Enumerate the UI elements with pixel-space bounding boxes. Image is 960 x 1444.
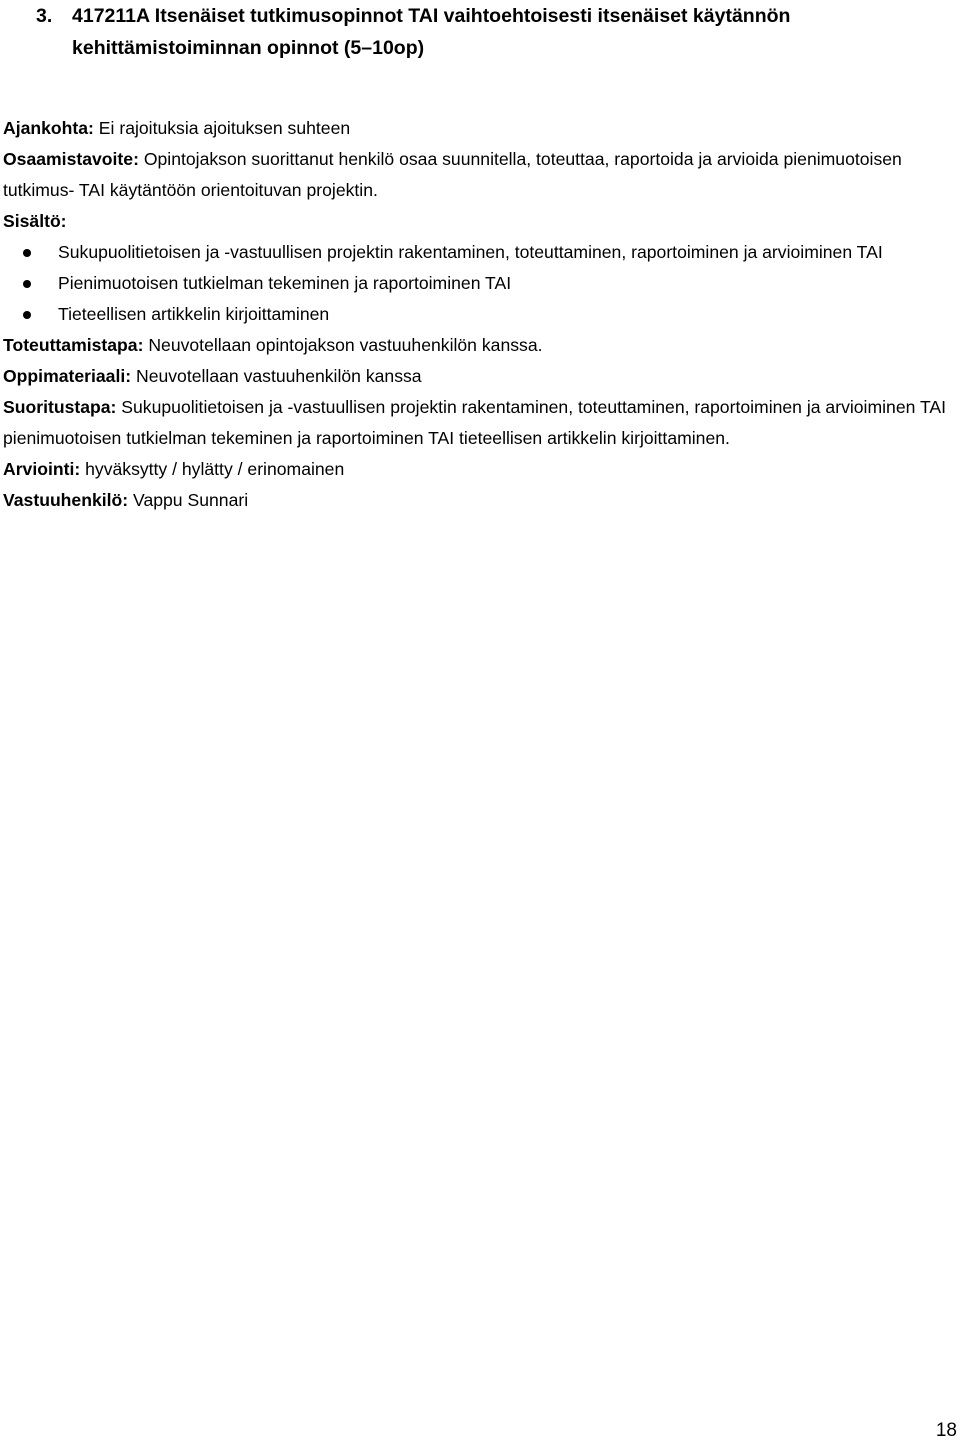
field-toteuttamistapa — [3, 330, 953, 361]
field-arviointi — [3, 454, 953, 485]
field-value: hyväksytty / hylätty / erinomainen — [80, 459, 345, 479]
page-number: 18 — [935, 1420, 957, 1441]
field-label: Arviointi: — [3, 459, 81, 479]
list-item-text: Sukupuolitietoisen ja -vastuullisen projektin rakentaminen, toteuttaminen, raportoiminen ja arvioiminen TAI — [58, 242, 883, 262]
field-suoritustapa — [3, 392, 953, 454]
field-label: Vastuuhenkilö: — [3, 490, 129, 510]
field-osaamistavoite — [3, 144, 953, 206]
bullet-icon — [23, 311, 31, 319]
field-value: Sukupuolitietoisen ja -vastuullisen projektin rakentaminen, toteuttaminen, raportoiminen ja arvioiminen TAI pienimuotoisen tutkielman tekeminen ja raportoiminen TAI tieteellisen artikkelin kirjoittaminen. — [3, 397, 947, 448]
list-item-text: Tieteellisen artikkelin kirjoittaminen — [58, 304, 330, 324]
list-item — [3, 299, 953, 330]
field-vastuuhenkilo — [3, 485, 953, 516]
field-label: Ajankohta: — [3, 118, 94, 138]
field-ajankohta — [3, 113, 953, 144]
field-value: Opintojakson suorittanut henkilö osaa suunnitella, toteuttaa, raportoida ja arvioida pienimuotoisen tutkimus- TAI käytäntöön orientoituvan projektin. — [3, 149, 902, 200]
course-description — [3, 113, 953, 516]
field-label: Oppimateriaali: — [3, 366, 132, 386]
field-value: Ei rajoituksia ajoituksen suhteen — [93, 118, 351, 138]
list-item-text: Pienimuotoisen tutkielman tekeminen ja raportoiminen TAI — [58, 273, 512, 293]
field-value: Vappu Sunnari — [128, 490, 249, 510]
field-label: Osaamistavoite: — [3, 149, 139, 169]
field-value: Neuvotellaan opintojakson vastuuhenkilön kanssa. — [143, 335, 543, 355]
field-label: Sisältö: — [3, 211, 67, 231]
section-title: 417211A Itsenäiset tutkimusopinnot TAI vaihtoehtoisesti itsenäiset käytännön kehittämistoiminnan opinnot (5–10op) — [72, 5, 791, 59]
field-value: Neuvotellaan vastuuhenkilön kanssa — [131, 366, 422, 386]
field-label: Toteuttamistapa: — [3, 335, 144, 355]
section-heading — [0, 0, 930, 64]
field-sisalto — [3, 206, 953, 237]
list-item — [3, 237, 953, 268]
list-item — [3, 268, 953, 299]
bullet-icon — [23, 249, 31, 257]
section-number: 3. — [36, 5, 53, 27]
field-label: Suoritustapa: — [3, 397, 117, 417]
field-oppimateriaali — [3, 361, 953, 392]
bullet-icon — [23, 280, 31, 288]
content-list — [3, 237, 953, 330]
